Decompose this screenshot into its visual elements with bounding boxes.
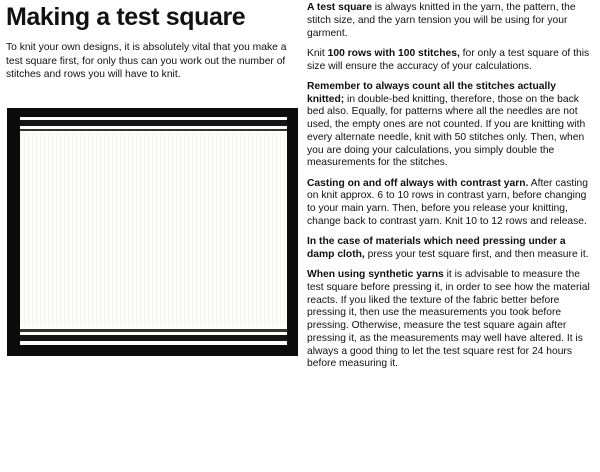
paragraph-body: it is advisable to measure the test square before pressing it, in order to see how the material reacts. If you liked the texture of the fabric better before pressing it, then use the measurements you took before pressing. Otherwise, measure the test square again after pressing it, as the measurements may well have altered. It is always a good thing to let the test square rest for 24 hours before measuring it. xyxy=(307,269,590,370)
contrast-yarn-stripe xyxy=(20,120,287,126)
paragraph-synthetic-yarns xyxy=(307,269,595,371)
test-square-photo xyxy=(7,108,298,356)
paragraph-pressing xyxy=(307,236,595,262)
paragraph-lead: Remember to always count all the stitches actually knitted; xyxy=(307,80,556,105)
instructions-column xyxy=(307,2,595,379)
paragraph-rows-stitches xyxy=(307,48,595,74)
paragraph-lead: In the case of materials which need pressing under a damp cloth, xyxy=(307,236,566,260)
paragraph-body: After casting on knit approx. 6 to 10 rows in contrast yarn, before changing to your main yarn. Then, before you release your knitting, change back to contrast yarn. Knit 10 to 12 rows and release. xyxy=(307,177,588,227)
knit-texture xyxy=(20,133,287,325)
paragraph-prefix: Knit xyxy=(307,47,328,59)
paragraph-test-square xyxy=(307,2,595,40)
paragraph-lead: Casting on and off always with contrast yarn. xyxy=(307,177,529,189)
contrast-yarn-stripe xyxy=(20,335,287,341)
page-title: Making a test square xyxy=(6,3,246,31)
paragraph-lead: 100 rows with 100 stitches, xyxy=(327,47,460,59)
contrast-yarn-stripe xyxy=(20,129,287,131)
paragraph-lead: When using synthetic yarns xyxy=(307,269,444,280)
knitted-test-square xyxy=(20,117,287,345)
paragraph-body: in double-bed knitting, therefore, those on the back bed also. Equally, for patterns where all the needles are not used, the empty ones are not counted. If you are knitting with every alternate needle, knit with 50 stitches only. Then, when you are doing your calculations, you simply double the measurements for the stitches. xyxy=(307,93,586,169)
paragraph-lead: A test square xyxy=(307,2,372,13)
paragraph-body: for only a test square of this size will ensure the accuracy of your calculations. xyxy=(307,47,590,72)
contrast-yarn-stripe xyxy=(20,329,287,332)
intro-paragraph: To knit your own designs, it is absolutely vital that you make a test square first, for only thus can you work out the number of stitches and rows you will have to knit. xyxy=(6,42,287,81)
paragraph-body: press your test square first, and then measure it. xyxy=(364,248,589,260)
paragraph-count-stitches xyxy=(307,81,595,170)
paragraph-body: is always knitted in the yarn, the pattern, the stitch size, and the yarn tension you will be using for your garment. xyxy=(307,2,576,39)
paragraph-contrast-yarn xyxy=(307,178,595,229)
